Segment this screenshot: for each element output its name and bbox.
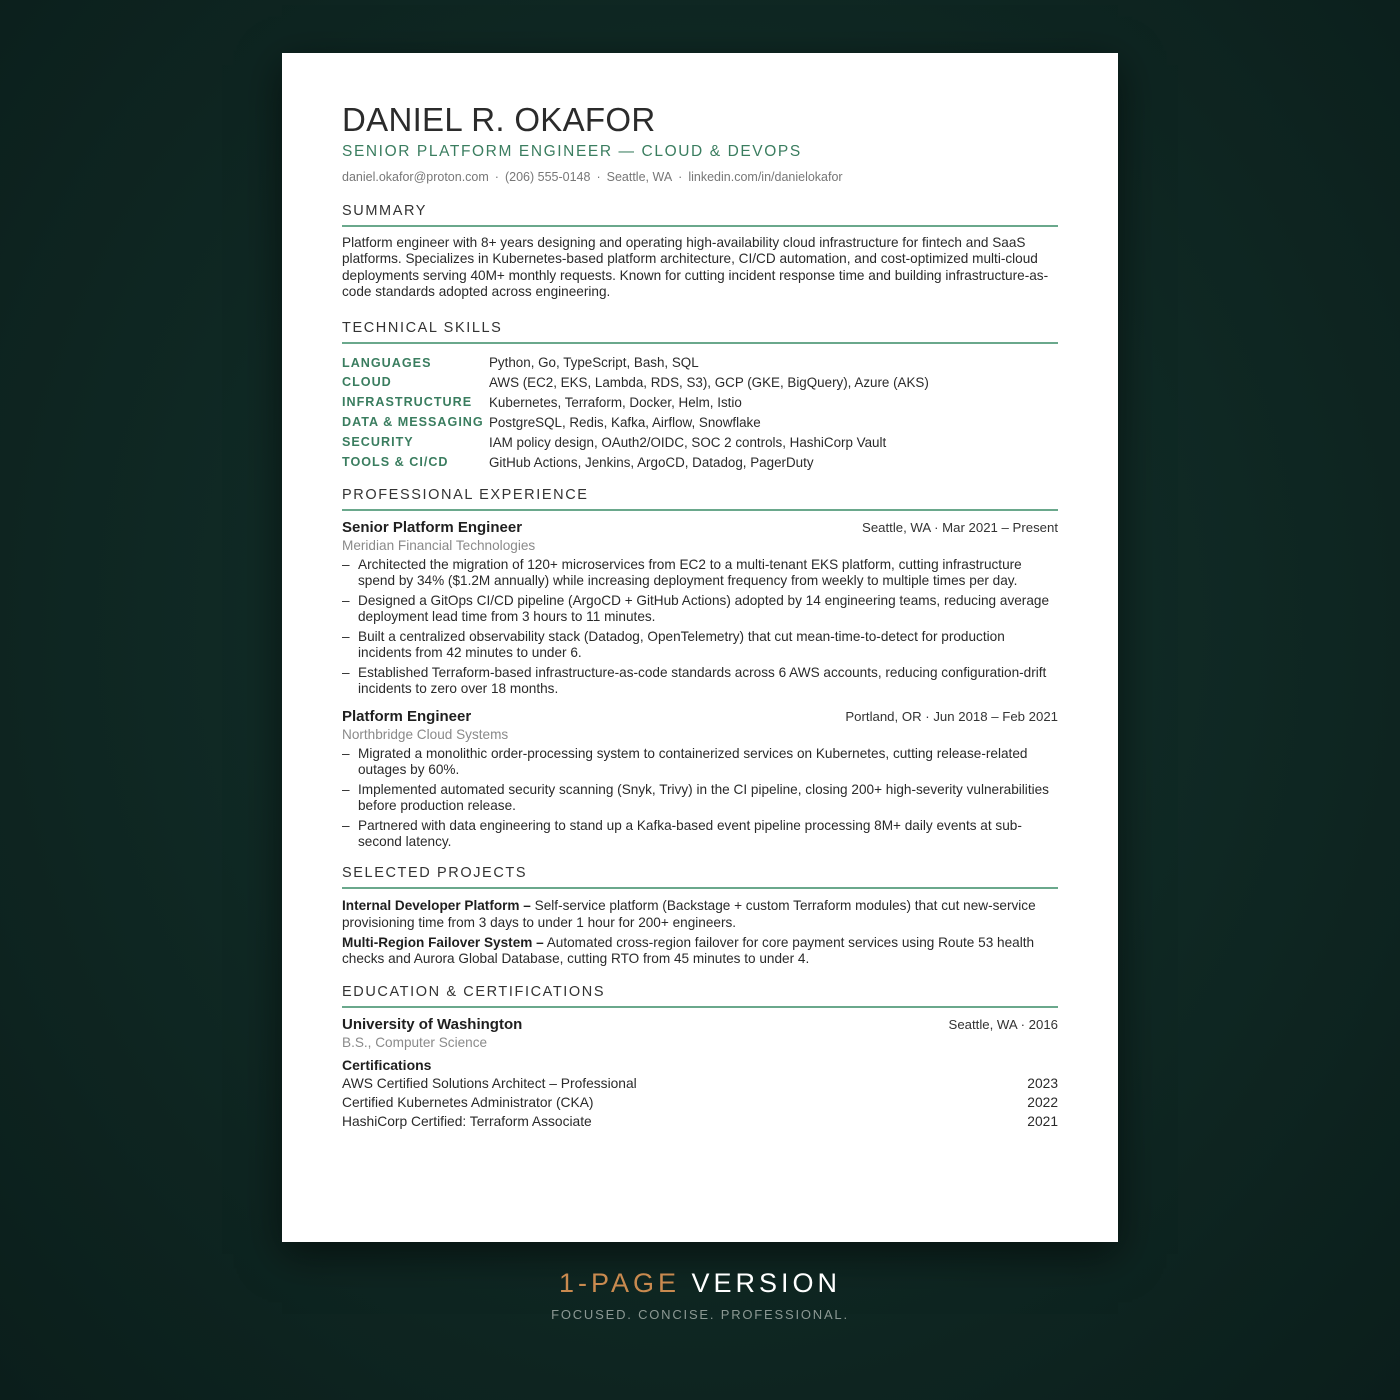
job-title: Senior Platform Engineer xyxy=(342,518,523,536)
job-company: Northbridge Cloud Systems xyxy=(342,727,509,743)
skill-row xyxy=(342,353,1058,373)
job-bullet: – Built a centralized observability stack (Datadog, OpenTelemetry) that cut mean-time-to-detect for production incidents from 42 minutes to under 6. xyxy=(342,629,1058,661)
cert-year: 2022 xyxy=(1027,1094,1058,1110)
skill-row xyxy=(342,392,1058,412)
cert-row xyxy=(342,1093,1058,1112)
certifications-heading: Certifications xyxy=(342,1056,432,1073)
skill-row xyxy=(342,412,1058,432)
candidate-role: SENIOR PLATFORM ENGINEER — CLOUD & DEVOPS xyxy=(342,143,802,160)
education-header xyxy=(342,1016,1058,1034)
cert-name: Certified Kubernetes Administrator (CKA) xyxy=(342,1094,594,1110)
skill-category: SECURITY xyxy=(342,435,414,450)
section-title-education: EDUCATION & CERTIFICATIONS xyxy=(342,983,1058,1008)
skill-values: Kubernetes, Terraform, Docker, Helm, Istio xyxy=(489,394,742,410)
experience-section xyxy=(342,486,1058,850)
caption-tagline: FOCUSED. CONCISE. PROFESSIONAL. xyxy=(551,1307,849,1322)
skill-category: INFRASTRUCTURE xyxy=(342,395,473,410)
job-company: Meridian Financial Technologies xyxy=(342,537,536,553)
contact-phone[interactable]: (206) 555-0148 xyxy=(504,170,591,184)
job-bullet: – Implemented automated security scanning (Snyk, Trivy) in the CI pipeline, closing 200+ high-severity vulnerabilities before production release. xyxy=(342,782,1058,814)
contact-line xyxy=(342,169,1058,185)
project-item xyxy=(342,898,1058,931)
skills-table xyxy=(342,353,1058,472)
school-location-year: Seattle, WA · 2016 xyxy=(948,1016,1058,1032)
job-entry xyxy=(342,519,1058,697)
section-title-skills: TECHNICAL SKILLS xyxy=(342,319,1058,344)
education-entry xyxy=(342,1016,1058,1131)
skill-category: TOOLS & CI/CD xyxy=(342,455,449,470)
cert-name: HashiCorp Certified: Terraform Associate xyxy=(342,1113,592,1129)
skill-category: LANGUAGES xyxy=(342,355,432,370)
skill-row xyxy=(342,432,1058,452)
project-description: Self-service platform (Backstage + custom Terraform modules) that cut new-service provisioning time from 3 days to under 1 hour for 200+ engineers. xyxy=(342,898,1036,930)
cert-row xyxy=(342,1074,1058,1093)
contact-separator: · xyxy=(494,170,499,184)
projects-section xyxy=(342,864,1058,967)
job-bullets xyxy=(342,557,1058,697)
skill-values: IAM policy design, OAuth2/OIDC, SOC 2 controls, HashiCorp Vault xyxy=(489,434,887,450)
skill-values: PostgreSQL, Redis, Kafka, Airflow, Snowflake xyxy=(489,414,761,430)
project-description: Automated cross-region failover for core payment services using Route 53 health checks and Aurora Global Database, cutting RTO from 45 minutes to under 4. xyxy=(342,934,1035,967)
project-name: Multi-Region Failover System – xyxy=(342,934,544,950)
skill-category: DATA & MESSAGING xyxy=(342,415,484,430)
cert-name: AWS Certified Solutions Architect – Professional xyxy=(342,1075,637,1091)
section-title-experience: PROFESSIONAL EXPERIENCE xyxy=(342,486,1058,511)
job-bullet: – Established Terraform-based infrastructure-as-code standards across 6 AWS accounts, reducing configuration-drift incidents to zero over 18 months. xyxy=(342,665,1058,697)
skill-values: GitHub Actions, Jenkins, ArgoCD, Datadog, PagerDuty xyxy=(489,454,814,470)
skill-row xyxy=(342,452,1058,472)
skill-values: Python, Go, TypeScript, Bash, SQL xyxy=(489,355,699,371)
resume-page xyxy=(282,53,1118,1242)
section-title-summary: SUMMARY xyxy=(342,202,1058,227)
cert-year: 2023 xyxy=(1027,1075,1058,1091)
caption-main: VERSION xyxy=(691,1268,842,1298)
job-bullet: – Designed a GitOps CI/CD pipeline (ArgoCD + GitHub Actions) adopted by 14 engineering teams, reducing average deployment lead time from 3 hours to 11 minutes. xyxy=(342,593,1058,625)
degree: B.S., Computer Science xyxy=(342,1034,488,1050)
job-header xyxy=(342,519,1058,537)
education-section xyxy=(342,983,1058,1131)
caption-title xyxy=(0,1268,1400,1299)
summary-text: Platform engineer with 8+ years designing and operating high-availability cloud infrastructure for fintech and SaaS platforms. Specializes in Kubernetes-based platform architecture, CI/CD automation, and cost-optimized multi-cloud deployments serving 40M+ monthly requests. Known for cutting incident response time and building infrastructure-as-code standards adopted across engineering. xyxy=(342,235,1049,300)
job-bullet: – Architected the migration of 120+ microservices from EC2 to a multi-tenant EKS platform, cutting infrastructure spend by 34% ($1.2M annually) while increasing deployment frequency from weekly to multiple times per day. xyxy=(342,557,1058,589)
cert-row xyxy=(342,1112,1058,1131)
cert-year: 2021 xyxy=(1027,1113,1058,1129)
job-title: Platform Engineer xyxy=(342,708,472,726)
projects-list xyxy=(342,898,1058,967)
candidate-name: DANIEL R. OKAFOR xyxy=(342,101,656,138)
job-location-dates: Seattle, WA · Mar 2021 – Present xyxy=(862,519,1058,535)
school-name: University of Washington xyxy=(342,1015,523,1033)
job-bullet: – Partnered with data engineering to stand up a Kafka-based event pipeline processing 8M+ daily events at sub-second latency. xyxy=(342,818,1058,850)
job-bullet: – Migrated a monolithic order-processing system to containerized services on Kubernetes, cutting release-related outages by 60%. xyxy=(342,746,1058,778)
summary-section xyxy=(342,202,1058,301)
job-entry xyxy=(342,708,1058,850)
job-bullets xyxy=(342,746,1058,850)
skill-category: CLOUD xyxy=(342,375,392,390)
job-header xyxy=(342,708,1058,726)
project-name: Internal Developer Platform – xyxy=(342,898,531,914)
contact-location: Seattle, WA xyxy=(606,170,673,184)
contact-separator: · xyxy=(678,170,683,184)
project-item xyxy=(342,935,1058,968)
job-location-dates: Portland, OR · Jun 2018 – Feb 2021 xyxy=(845,709,1058,725)
contact-separator: · xyxy=(596,170,601,184)
skills-section xyxy=(342,319,1058,472)
contact-email[interactable]: daniel.okafor@proton.com xyxy=(342,170,489,184)
caption-accent: 1-PAGE xyxy=(558,1268,680,1298)
skill-values: AWS (EC2, EKS, Lambda, RDS, S3), GCP (GKE, BigQuery), Azure (AKS) xyxy=(489,374,929,390)
skill-row xyxy=(342,373,1058,393)
section-title-projects: SELECTED PROJECTS xyxy=(342,864,1058,889)
contact-linkedin[interactable]: linkedin.com/in/danielokafor xyxy=(688,170,843,184)
